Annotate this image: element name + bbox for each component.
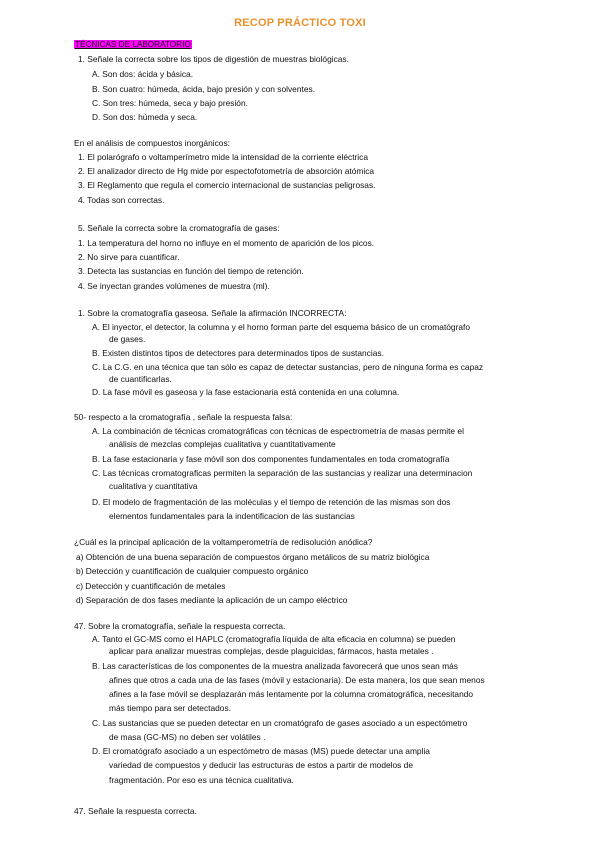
answer-option: B. Las características de los componentes de la muestra analizada favorecerá que unos sean más: [92, 661, 458, 671]
answer-option: C. La C.G. en una técnica que tan sólo es capaz de detectar sustancias, pero de ninguna forma es capaz: [92, 362, 484, 372]
answer-option-continued: análisis de mezclas complejas cualitativa y cuantitativamente: [109, 439, 336, 449]
answer-option: 3. El Reglamento que regula el comercio internacional de sustancias peligrosas.: [78, 180, 376, 190]
answer-option: D. El modelo de fragmentación de las moléculas y el tiempo de retención de las mismas son dos: [92, 497, 451, 507]
answer-option-continued: afines a la fase móvil se desplazarán más lentamente por la columna cromatográfica, necesitando: [109, 689, 474, 699]
document-title: RECOP PRÁCTICO TOXI: [234, 17, 366, 29]
answer-option: A. El inyector, el detector, la columna y el horno forman parte del esquema básico de un cromatógrafo: [92, 322, 471, 332]
answer-option: A. La combinación de técnicas cromatográficas con técnicas de espectrometría de masas permite el: [92, 426, 464, 436]
answer-option-continued: elementos fundamentales para la indentificacion de las sustancias: [109, 511, 355, 521]
answer-option: 4. Se inyectan grandes volúmenes de muestra (ml).: [78, 281, 270, 291]
question-stem: ¿Cuál es la principal aplicación de la voltamperometría de redisolución anódica?: [74, 537, 373, 547]
answer-option-continued: aplicar para analizar muestras complejas, desde plaguicidas, fármacos, hasta metales .: [109, 646, 434, 656]
answer-option: 4. Todas son correctas.: [78, 195, 165, 205]
answer-option: C. Las sustancias que se pueden detectar en un cromatógrafo de gases asociado a un espectómetro: [92, 718, 468, 728]
answer-option-continued: cualitativa y cuantitativa: [109, 481, 198, 491]
answer-option-continued: afines que otros a cada una de las fases (móvil y estacionaria). De esta manera, los que sean menos: [109, 675, 485, 685]
question-stem: 50- respecto a la cromatografía , señale la respuesta falsa:: [74, 412, 293, 422]
answer-option: D. La fase móvil es gaseosa y la fase estacionaria está contenida en una columna.: [92, 387, 400, 397]
question-stem: 1. Señale la correcta sobre los tipos de digestión de muestras biológicas.: [78, 54, 349, 64]
answer-option: D. Son dos: húmeda y seca.: [92, 112, 198, 122]
answer-option-continued: fragmentación. Por eso es una técnica cualitativa.: [109, 775, 294, 785]
answer-option: b) Detección y cuantificación de cualquier compuesto orgánico: [76, 566, 309, 576]
answer-option: A. Son dos: ácida y básica.: [92, 69, 194, 79]
answer-option: C. Las técnicas cromatograficas permiten la separación de las sustancias y realizar una determinacion: [92, 468, 473, 478]
answer-option: B. Existen distintos tipos de detectores para determinados tipos de sustancias.: [92, 348, 384, 358]
answer-option: 2. No sirve para cuantificar.: [78, 252, 180, 262]
answer-option: 1. La temperatura del horno no influye en el momento de aparición de los picos.: [78, 238, 375, 248]
answer-option: C. Son tres: húmeda, seca y bajo presión.: [92, 98, 248, 108]
answer-option: d) Separación de dos fases mediante la aplicación de un campo eléctrico: [76, 595, 348, 605]
question-stem: 1. Sobre la cromatografía gaseosa. Señale la afirmación INCORRECTA:: [78, 308, 347, 318]
question-stem: 5. Señale la correcta sobre la cromatografía de gases:: [78, 223, 280, 233]
answer-option: B. Son cuatro: húmeda, ácida, bajo presión y con solventes.: [92, 84, 316, 94]
answer-option: A. Tanto el GC-MS como el HAPLC (cromatografía líquida de alta eficacia en columna) se pueden: [92, 634, 456, 644]
section-heading: TÉCNICAS DE LABORATORIO: [75, 40, 191, 49]
answer-option: B. La fase estacionaria y fase móvil son dos componentes fundamentales en toda cromatografía: [92, 454, 450, 464]
answer-option-continued: más tiempo para ser detectados.: [109, 703, 231, 713]
question-stem: 47. Sobre la cromatografía, señale la respuesta correcta.: [74, 621, 286, 631]
question-stem: En el análisis de compuestos inorgánicos:: [74, 138, 230, 148]
answer-option: a) Obtención de una buena separación de compuestos órgano metálicos de su matriz biológica: [76, 552, 430, 562]
answer-option: 2. El analizador directo de Hg mide por espectofotometría de absorción atómica: [78, 166, 375, 176]
answer-option: D. El cromatógrafo asociado a un espectómetro de masas (MS) puede detectar una amplia: [92, 746, 430, 756]
answer-option-continued: variedad de compuestos y deducir las estructuras de estos a partir de modelos de: [109, 760, 413, 770]
answer-option: 1. El polarógrafo o voltamperímetro mide la intensidad de la corriente eléctrica: [78, 152, 369, 162]
answer-option: c) Detección y cuantificación de metales: [76, 581, 226, 591]
question-stem: 47. Señale la respuesta correcta.: [74, 806, 197, 816]
answer-option-continued: de cuantificarlas.: [109, 374, 172, 384]
answer-option-continued: de gases.: [109, 334, 146, 344]
answer-option-continued: de masa (GC-MS) no deben ser volátiles .: [109, 732, 266, 742]
answer-option: 3. Detecta las sustancias en función del tiempo de retención.: [78, 266, 304, 276]
